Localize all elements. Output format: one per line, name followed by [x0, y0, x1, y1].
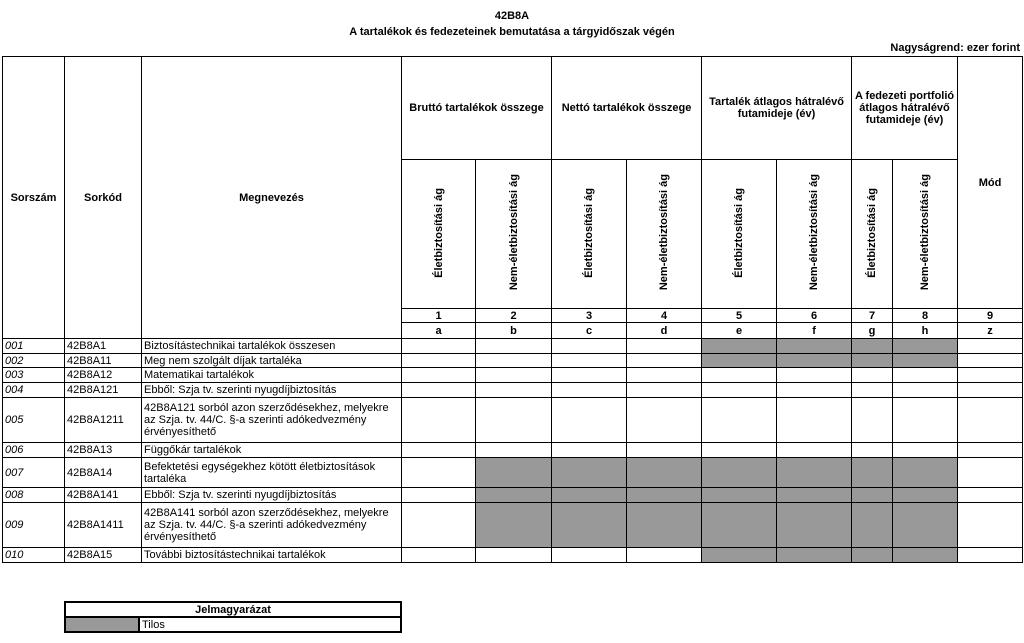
value-cell[interactable] — [627, 368, 702, 383]
col-number: 8 — [893, 309, 958, 323]
col-group-futamido: Tartalék átlagos hátralévő futamideje (év) — [702, 57, 852, 160]
row-number: 001 — [3, 339, 65, 354]
value-cell[interactable] — [402, 503, 476, 548]
value-cell — [552, 458, 627, 488]
value-cell — [777, 548, 852, 563]
value-cell — [852, 354, 893, 368]
value-cell[interactable] — [893, 443, 958, 458]
row-name: 42B8A121 sorból azon szerződésekhez, melyekre az Szja. tv. 44/C. §-a szerinti adókedvezmény érvényesíthető — [142, 398, 402, 443]
col-mod: Mód — [958, 57, 1023, 309]
legend-title: Jelmagyarázat — [65, 602, 401, 617]
col-group-netto: Nettó tartalékok összege — [552, 57, 702, 160]
col-letter: e — [702, 323, 777, 339]
value-cell — [702, 503, 777, 548]
col-letter: c — [552, 323, 627, 339]
value-cell[interactable] — [852, 368, 893, 383]
value-cell — [893, 354, 958, 368]
col-number: 2 — [476, 309, 552, 323]
sub-nonlife-2: Nem-életbiztosítási ág — [658, 174, 671, 291]
col-letter: h — [893, 323, 958, 339]
value-cell[interactable] — [852, 383, 893, 398]
table-row — [3, 443, 1023, 458]
value-cell[interactable] — [702, 383, 777, 398]
value-cell[interactable] — [958, 354, 1023, 368]
value-cell[interactable] — [552, 443, 627, 458]
value-cell — [702, 548, 777, 563]
row-code: 42B8A14 — [65, 458, 142, 488]
value-cell[interactable] — [893, 368, 958, 383]
col-letter: b — [476, 323, 552, 339]
sub-life-2: Életbiztosítási ág — [583, 187, 596, 278]
value-cell — [702, 488, 777, 503]
row-code: 42B8A13 — [65, 443, 142, 458]
value-cell — [552, 488, 627, 503]
sub-nonlife-3: Nem-életbiztosítási ág — [808, 174, 821, 291]
form-title: A tartalékok és fedezeteinek bemutatása a tárgyidőszak végén — [349, 26, 675, 38]
value-cell — [777, 458, 852, 488]
sub-life-3: Életbiztosítási ág — [733, 187, 746, 278]
row-name: Biztosítástechnikai tartalékok összesen — [142, 339, 402, 354]
value-cell[interactable] — [476, 398, 552, 443]
value-cell — [476, 488, 552, 503]
col-sorszam: Sorszám — [3, 57, 65, 339]
legend — [64, 601, 402, 633]
col-letter: d — [627, 323, 702, 339]
sub-nonlife-4: Nem-életbiztosítási ág — [919, 174, 932, 291]
value-cell — [777, 488, 852, 503]
col-number: 5 — [702, 309, 777, 323]
legend-tilos-swatch — [65, 617, 139, 632]
row-number: 003 — [3, 368, 65, 383]
row-number: 010 — [3, 548, 65, 563]
value-cell[interactable] — [958, 443, 1023, 458]
value-cell[interactable] — [893, 383, 958, 398]
value-cell[interactable] — [958, 398, 1023, 443]
row-name: 42B8A141 sorból azon szerződésekhez, melyekre az Szja. tv. 44/C. §-a szerinti adókedvezmény érvényesíthető — [142, 503, 402, 548]
value-cell[interactable] — [958, 488, 1023, 503]
row-number: 007 — [3, 458, 65, 488]
row-name: Meg nem szolgált díjak tartaléka — [142, 354, 402, 368]
table-row — [3, 368, 1023, 383]
value-cell[interactable] — [852, 443, 893, 458]
value-cell[interactable] — [402, 488, 476, 503]
table-row — [3, 548, 1023, 563]
col-group-fedezeti: A fedezeti portfolió átlagos hátralévő futamideje (év) — [852, 57, 958, 160]
row-number: 002 — [3, 354, 65, 368]
row-code: 42B8A1 — [65, 339, 142, 354]
row-name: Ebből: Szja tv. szerinti nyugdíjbiztosítás — [142, 488, 402, 503]
value-cell[interactable] — [627, 548, 702, 563]
value-cell — [852, 548, 893, 563]
value-cell — [627, 503, 702, 548]
value-cell[interactable] — [627, 443, 702, 458]
value-cell[interactable] — [777, 443, 852, 458]
value-cell[interactable] — [893, 398, 958, 443]
value-cell[interactable] — [476, 339, 552, 354]
value-cell[interactable] — [552, 368, 627, 383]
col-number: 4 — [627, 309, 702, 323]
row-code: 42B8A12 — [65, 368, 142, 383]
col-number: 7 — [852, 309, 893, 323]
col-letter: g — [852, 323, 893, 339]
row-number: 008 — [3, 488, 65, 503]
value-cell[interactable] — [958, 458, 1023, 488]
value-cell[interactable] — [627, 398, 702, 443]
form-code: 42B8A — [494, 10, 530, 22]
value-cell[interactable] — [958, 383, 1023, 398]
value-cell — [702, 354, 777, 368]
value-cell[interactable] — [702, 443, 777, 458]
table-row — [3, 488, 1023, 503]
value-cell[interactable] — [476, 443, 552, 458]
value-cell — [702, 458, 777, 488]
col-number: 3 — [552, 309, 627, 323]
value-cell[interactable] — [402, 458, 476, 488]
value-cell — [552, 503, 627, 548]
row-number: 006 — [3, 443, 65, 458]
table-row — [3, 339, 1023, 354]
value-cell[interactable] — [552, 339, 627, 354]
value-cell[interactable] — [958, 548, 1023, 563]
row-name: Matematikai tartalékok — [142, 368, 402, 383]
row-name: További biztosítástechnikai tartalékok — [142, 548, 402, 563]
table-row — [3, 354, 1023, 368]
value-cell[interactable] — [402, 383, 476, 398]
value-cell[interactable] — [702, 368, 777, 383]
row-code: 42B8A1411 — [65, 503, 142, 548]
table-row — [3, 458, 1023, 488]
value-cell[interactable] — [958, 339, 1023, 354]
legend-tilos-label: Tilos — [139, 617, 401, 632]
value-cell[interactable] — [552, 354, 627, 368]
col-letter: a — [402, 323, 476, 339]
col-letter: f — [777, 323, 852, 339]
value-cell[interactable] — [402, 548, 476, 563]
value-cell — [893, 503, 958, 548]
col-sorkod: Sorkód — [65, 57, 142, 339]
value-cell — [852, 458, 893, 488]
table-row — [3, 398, 1023, 443]
value-cell[interactable] — [627, 383, 702, 398]
value-cell[interactable] — [627, 339, 702, 354]
col-number: 1 — [402, 309, 476, 323]
row-code: 42B8A11 — [65, 354, 142, 368]
sub-life-1: Életbiztosítási ág — [432, 187, 445, 278]
row-code: 42B8A121 — [65, 383, 142, 398]
value-cell[interactable] — [958, 368, 1023, 383]
value-cell[interactable] — [627, 354, 702, 368]
value-cell — [852, 488, 893, 503]
value-cell — [476, 503, 552, 548]
value-cell[interactable] — [402, 443, 476, 458]
table-row — [3, 383, 1023, 398]
value-cell — [627, 458, 702, 488]
value-cell — [627, 488, 702, 503]
value-cell — [852, 503, 893, 548]
col-number: 6 — [777, 309, 852, 323]
sub-life-4: Életbiztosítási ág — [866, 187, 879, 278]
value-cell[interactable] — [402, 339, 476, 354]
value-cell[interactable] — [958, 503, 1023, 548]
value-cell[interactable] — [777, 398, 852, 443]
value-cell[interactable] — [552, 548, 627, 563]
value-cell — [702, 339, 777, 354]
row-name: Befektetési egységekhez kötött életbiztosítások tartaléka — [142, 458, 402, 488]
reserves-table — [2, 56, 1023, 563]
row-code: 42B8A15 — [65, 548, 142, 563]
col-number: 9 — [958, 309, 1023, 323]
col-group-brutto: Bruttó tartalékok összege — [402, 57, 552, 160]
value-cell[interactable] — [777, 383, 852, 398]
value-cell — [893, 339, 958, 354]
value-cell[interactable] — [552, 383, 627, 398]
row-name: Ebből: Szja tv. szerinti nyugdíjbiztosítás — [142, 383, 402, 398]
row-name: Függőkár tartalékok — [142, 443, 402, 458]
table-row — [3, 503, 1023, 548]
value-cell[interactable] — [852, 398, 893, 443]
value-cell — [893, 488, 958, 503]
value-cell[interactable] — [402, 368, 476, 383]
value-cell[interactable] — [476, 548, 552, 563]
value-cell[interactable] — [702, 398, 777, 443]
row-code: 42B8A141 — [65, 488, 142, 503]
value-cell[interactable] — [552, 398, 627, 443]
value-cell — [777, 354, 852, 368]
value-cell — [893, 458, 958, 488]
sub-nonlife-1: Nem-életbiztosítási ág — [507, 174, 520, 291]
row-number: 005 — [3, 398, 65, 443]
value-cell — [893, 548, 958, 563]
row-number: 009 — [3, 503, 65, 548]
col-letter: z — [958, 323, 1023, 339]
col-megnevezes: Megnevezés — [142, 57, 402, 339]
row-number: 004 — [3, 383, 65, 398]
value-cell[interactable] — [777, 368, 852, 383]
value-cell — [476, 458, 552, 488]
value-cell[interactable] — [476, 368, 552, 383]
row-code: 42B8A1211 — [65, 398, 142, 443]
value-cell[interactable] — [402, 354, 476, 368]
value-cell[interactable] — [476, 383, 552, 398]
value-cell — [777, 339, 852, 354]
value-cell[interactable] — [476, 354, 552, 368]
value-cell — [852, 339, 893, 354]
value-cell[interactable] — [402, 398, 476, 443]
value-cell — [777, 503, 852, 548]
unit-label: Nagyságrend: ezer forint — [890, 42, 1020, 54]
